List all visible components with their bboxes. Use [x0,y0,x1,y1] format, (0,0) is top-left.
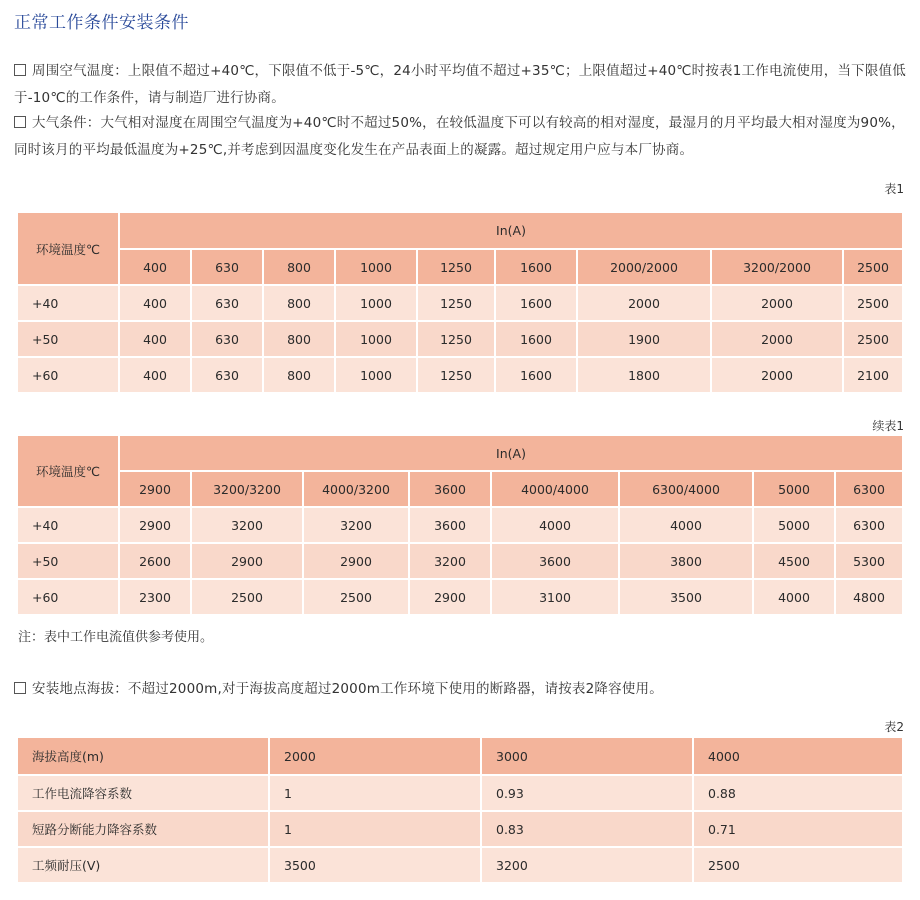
row-label: +50 [17,543,119,579]
table-cell: 2500 [843,285,903,321]
table-cell: 4000 [693,737,903,775]
table1-col-header: 2000/2000 [577,249,711,285]
table1-col-header: 2500 [843,249,903,285]
table-cell: 2900 [191,543,303,579]
temperature-text: 周围空气温度：上限值不超过+40℃，下限值不低于-5℃，24小时平均值不超过+35℃；上限值超过+40℃时按表1工作电流使用，当下限值低于-10℃的工作条件，请与制造厂进行协商。 [14,63,906,106]
table1b-caption: 续表1 [872,419,904,433]
row-label: 短路分断能力降容系数 [17,811,269,847]
row-label: +40 [17,285,119,321]
table-cell: 1250 [417,321,495,357]
table-row [17,321,903,357]
table-cell: 800 [263,321,335,357]
table-cell: 2000 [269,737,481,775]
table-cell: 3600 [409,507,491,543]
table-cell: 1600 [495,357,577,393]
row-label: 工作电流降容系数 [17,775,269,811]
table-cell: 0.71 [693,811,903,847]
table2 [16,736,904,884]
table-note: 注：表中工作电流值供参考使用。 [18,630,214,645]
table1b-col-header: 3200/3200 [191,471,303,507]
table1-column-headers [17,249,903,285]
table-cell: 3100 [491,579,619,615]
table-cell: 2000 [577,285,711,321]
table-cell: 630 [191,321,263,357]
table-cell: 630 [191,357,263,393]
table1-group-header: In(A) [119,212,903,249]
table-cell: 1000 [335,285,417,321]
table-cell: 2100 [843,357,903,393]
table-cell: 2500 [693,847,903,883]
table-cell: 400 [119,285,191,321]
table-cell: 4800 [835,579,903,615]
table1-col-header: 1600 [495,249,577,285]
table-cell: 1000 [335,357,417,393]
table1b-col-header: 4000/3200 [303,471,409,507]
checkbox-icon [14,64,26,76]
table-cell: 2500 [843,321,903,357]
table-cell: 800 [263,285,335,321]
page-title: 正常工作条件安装条件 [14,13,189,33]
table1b-col-header: 4000/4000 [491,471,619,507]
row-label: +50 [17,321,119,357]
table1 [16,211,904,394]
table-cell: 0.83 [481,811,693,847]
table1-col-header: 1000 [335,249,417,285]
table-cell: 1250 [417,285,495,321]
table-cell: 1800 [577,357,711,393]
table1-caption: 表1 [884,182,904,196]
table-cell: 3200 [303,507,409,543]
row-label: 工频耐压(V) [17,847,269,883]
table-cell: 630 [191,285,263,321]
table-cell: 1 [269,811,481,847]
temperature-paragraph [14,58,907,112]
table1-col-header: 630 [191,249,263,285]
table1-col-header: 800 [263,249,335,285]
table-cell: 0.88 [693,775,903,811]
table-row [17,737,903,775]
table-row [17,579,903,615]
table-cell: 4000 [753,579,835,615]
table-row [17,543,903,579]
table-row [17,775,903,811]
table-cell: 1 [269,775,481,811]
row-label: +40 [17,507,119,543]
table-cell: 4000 [491,507,619,543]
table-cell: 2300 [119,579,191,615]
humidity-text: 大气条件：大气相对湿度在周围空气温度为+40℃时不超过50%，在较低温度下可以有较高的相对湿度，最湿月的月平均最大相对湿度为90%，同时该月的平均最低温度为+25℃,并考虑到因温度变化发生在产品表面上的凝露。超过规定用户应与本厂协商。 [14,115,905,158]
table1b-col-header: 5000 [753,471,835,507]
table-row [17,357,903,393]
table-cell: 400 [119,357,191,393]
table-cell: 3000 [481,737,693,775]
table1-row-header: 环境温度℃ [17,212,119,285]
table-cell: 5300 [835,543,903,579]
table-row [17,285,903,321]
table-cell: 3200 [481,847,693,883]
table-cell: 1900 [577,321,711,357]
table-row [17,847,903,883]
table-cell: 2000 [711,357,843,393]
table1-col-header: 3200/2000 [711,249,843,285]
table-cell: 2900 [119,507,191,543]
table1b-column-headers [17,471,903,507]
table-cell: 3200 [409,543,491,579]
table-cell: 2500 [303,579,409,615]
table-cell: 2900 [303,543,409,579]
table-cell: 400 [119,321,191,357]
altitude-paragraph [14,676,907,703]
table1-continued [16,434,904,616]
table-cell: 1600 [495,285,577,321]
table1b-col-header: 2900 [119,471,191,507]
table1-col-header: 1250 [417,249,495,285]
table2-caption: 表2 [884,720,904,734]
table-cell: 2600 [119,543,191,579]
row-label: 海拔高度(m) [17,737,269,775]
humidity-paragraph [14,110,907,164]
table-cell: 2000 [711,285,843,321]
table-cell: 1250 [417,357,495,393]
altitude-text: 安装地点海拔：不超过2000m,对于海拔高度超过2000m工作环境下使用的断路器，请按表2降容使用。 [32,681,663,697]
table-row [17,507,903,543]
table-cell: 1000 [335,321,417,357]
table-cell: 3800 [619,543,753,579]
table-cell: 6300 [835,507,903,543]
table1b-row-header: 环境温度℃ [17,435,119,507]
table1b-col-header: 6300/4000 [619,471,753,507]
table-cell: 800 [263,357,335,393]
table1b-col-header: 3600 [409,471,491,507]
table-cell: 5000 [753,507,835,543]
table-cell: 0.93 [481,775,693,811]
table-cell: 2000 [711,321,843,357]
table1-col-header: 400 [119,249,191,285]
table-cell: 2500 [191,579,303,615]
table-cell: 3500 [269,847,481,883]
checkbox-icon [14,682,26,694]
table1b-col-header: 6300 [835,471,903,507]
table-cell: 3200 [191,507,303,543]
table-cell: 3600 [491,543,619,579]
table-cell: 2900 [409,579,491,615]
table-cell: 1600 [495,321,577,357]
table-cell: 4500 [753,543,835,579]
table1b-group-header: In(A) [119,435,903,471]
checkbox-icon [14,116,26,128]
table-cell: 3500 [619,579,753,615]
table-row [17,811,903,847]
row-label: +60 [17,579,119,615]
row-label: +60 [17,357,119,393]
table-cell: 4000 [619,507,753,543]
